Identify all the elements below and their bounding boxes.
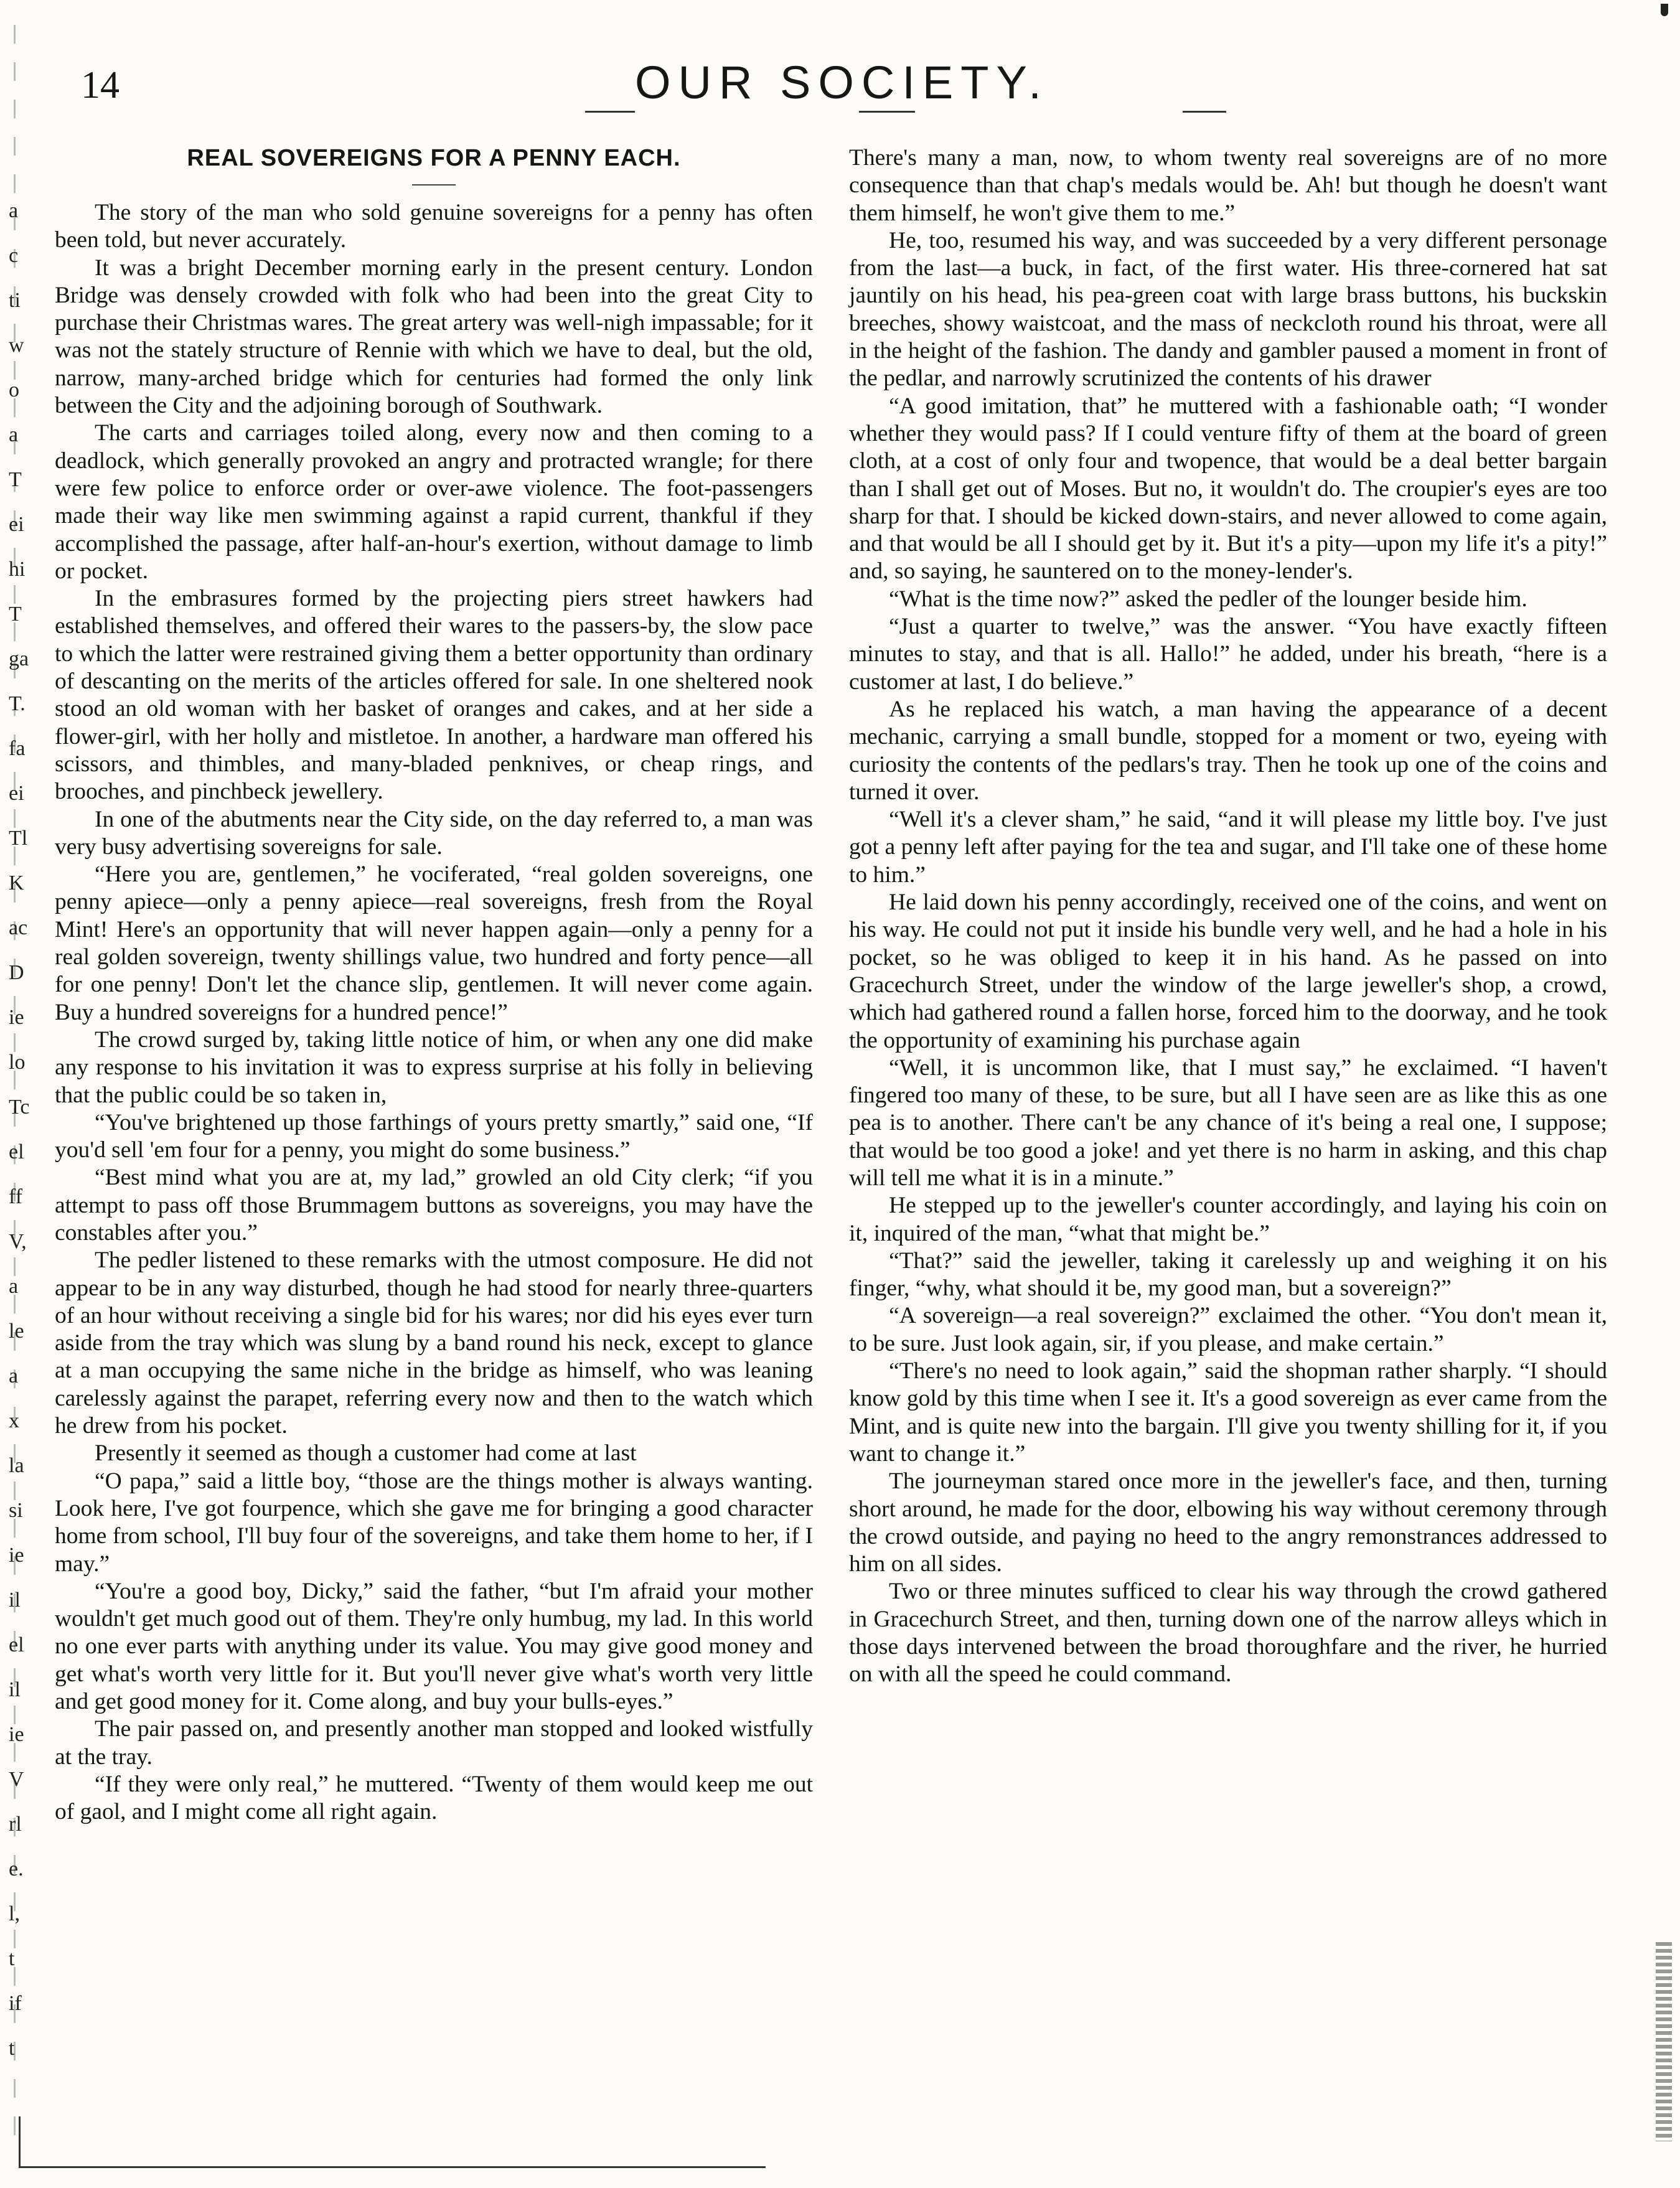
article-title: REAL SOVEREIGNS FOR A PENNY EACH. xyxy=(187,145,681,171)
margin-fragment: ie xyxy=(9,1544,24,1567)
torn-margin-fragments xyxy=(0,0,44,2188)
paragraph: “Here you are, gentlemen,” he vociferated, “real golden sovereigns, one penny apiece—only a penny apiece—real sovereigns, fresh from the Royal Mint! Here's an opportunity that will never happen again—only a penny for a real golden sovereign, twenty shillings value, two hundred and forty pence—all for one penny! Don't let the chance slip, gentlemen. It will never come again. Buy a hundred sovereigns for a hundred pence!” xyxy=(55,862,813,1025)
margin-fragment: T xyxy=(9,603,22,626)
paragraph: In the embrasures formed by the projecting piers street hawkers had established themselves, and offered their wares to the passers-by, the slow pace to which the latter were restrained giving them a better opportunity than ordinary of descanting on the merits of the articles offered for sale. In one sheltered nook stood an old woman with her basket of oranges and cakes, and at her side a flower-girl, with her holly and mistletoe. In another, a hardware man offered his scissors, and thimbles, and many-bladed penknives, or cheap rings, and brooches, and pinchbeck jewellery. xyxy=(55,586,813,805)
margin-fragment: w xyxy=(9,334,24,357)
paragraph: As he replaced his watch, a man having the appearance of a decent mechanic, carrying a small bundle, stopped for a moment or two, eyeing with curiosity the contents of the pedlars's tray. Then he took up one of the coins and turned it over. xyxy=(849,696,1607,805)
paragraph: “You're a good boy, Dicky,” said the father, “but I'm afraid your mother wouldn't get much good out of them. They're only humbug, my lad. In this world no one ever parts with anything under its value. You may give good money and get what's worth very little for it. But you'll never give what's worth very little and get good money for it. Come along, and buy your bulls-eyes.” xyxy=(55,1578,813,1715)
margin-fragment: rl xyxy=(9,1813,22,1836)
margin-fragment: ac xyxy=(9,916,28,939)
margin-fragment: if xyxy=(9,1992,22,2015)
paragraph: “You've brightened up those farthings of yours pretty smartly,” said one, “If you'd sell 'em four for a penny, you might do some business.” xyxy=(55,1109,813,1163)
paragraph: “Just a quarter to twelve,” was the answer. “You have exactly fifteen minutes to stay, and that is all. Hallo!” he added, under his breath, “here is a customer at last, I do believe.” xyxy=(849,614,1607,695)
margin-fragment: le xyxy=(9,1320,24,1343)
header-rule-center xyxy=(859,111,915,113)
margin-fragment: a xyxy=(9,1364,19,1387)
margin-fragment: V, xyxy=(9,1230,27,1253)
margin-fragment: fa xyxy=(9,737,26,760)
margin-fragment: si xyxy=(9,1499,23,1522)
paragraph: The carts and carriages toiled along, every now and then coming to a deadlock, which generally provoked an angry and protracted wrangle; for there were few police to enforce order or over-awe violence. The foot-passengers made their way like men swimming against a rapid current, thankful if they accomplished the passage, after half-an-hour's exertion, without damage to limb or pocket. xyxy=(55,420,813,584)
paragraph: Two or three minutes sufficed to clear his way through the crowd gathered in Gracechurch Street, and then, turning down one of the narrow alleys which in those days intervened between the broad thoroughfare and the river, he hurried on with all the speed he could command. xyxy=(849,1579,1607,1688)
paragraph: “A sovereign—a real sovereign?” exclaimed the other. “You don't mean it, to be sure. Just look again, sir, if you please, and make certain.” xyxy=(849,1303,1607,1356)
paragraph: “Well it's a clever sham,” he said, “and it will please my little boy. I've just got a penny left after paying for the tea and sugar, and I'll take one of these home to him.” xyxy=(849,807,1607,888)
margin-fragment: a xyxy=(9,423,19,446)
header-rule-left xyxy=(585,111,635,113)
title-rule xyxy=(412,184,456,185)
margin-fragment: ei xyxy=(9,782,24,805)
paragraph: “There's no need to look again,” said the shopman rather sharply. “I should know gold by this time when I see it. It's a good sovereign as ever came from the Mint, and is quite new into the bargain. I'll give you twenty shilling for it, if you want to change it.” xyxy=(849,1358,1607,1467)
paragraph: It was a bright December morning early in the present century. London Bridge was densely crowded with folk who had been into the great City to purchase their Christmas wares. The great artery was well-nigh impassable; for it was not the stately structure of Rennie with which we have to deal, but the old, narrow, many-arched bridge which for centuries had formed the only link between the City and the adjoining borough of Southwark. xyxy=(55,255,813,419)
margin-fragment: a xyxy=(9,1275,19,1298)
paragraph: The crowd surged by, taking little notice of him, or when any one did make any response to his invitation it was to express surprise at his folly in believing that the public could be so taken in, xyxy=(55,1026,813,1108)
paragraph: “That?” said the jeweller, taking it carelessly up and weighing it on his finger, “why, what should it be, my good man, but a sovereign?” xyxy=(849,1247,1607,1302)
margin-fragment: D xyxy=(9,961,24,984)
bottom-rule xyxy=(19,2166,766,2168)
margin-fragment: el xyxy=(9,1633,24,1656)
right-column-paragraphs xyxy=(849,144,1607,1689)
margin-fragment: ie xyxy=(9,1006,24,1029)
paragraph: In one of the abutments near the City side, on the day referred to, a man was very busy advertising sovereigns for sale. xyxy=(55,806,813,860)
paragraph: The pair passed on, and presently another man stopped and looked wistfully at the tray. xyxy=(55,1716,813,1770)
margin-fragment: K xyxy=(9,871,24,894)
margin-fragment: t xyxy=(9,1947,15,1970)
paragraph: There's many a man, now, to whom twenty real sovereigns are of no more consequence than that chap's medals would be. Ah! but though he doesn't want them himself, he won't give them to me.” xyxy=(849,145,1607,226)
margin-fragment: el xyxy=(9,1140,24,1163)
margin-fragment: ei xyxy=(9,513,24,536)
paragraph: Presently it seemed as though a customer had come at last xyxy=(95,1440,637,1467)
margin-fragment: il xyxy=(9,1678,21,1701)
paragraph: The pedler listened to these remarks with the utmost composure. He did not appear to be in any way disturbed, though he had stood for nearly three-quarters of an hour without receiving a single bid for his wares; nor did his eyes ever turn aside from the tray which was slung by a band round his neck, except to glance at a man occupying the same niche in the bridge as himself, who was leaning carelessly against the parapet, referring every now and then to the watch which he drew from his pocket. xyxy=(55,1247,813,1439)
margin-fragment: x xyxy=(9,1409,19,1432)
bottom-left-bracket xyxy=(19,2116,21,2167)
corner-ink-mark xyxy=(1661,4,1668,16)
paragraph: The journeyman stared once more in the jeweller's face, and then, turning short around, he made for the door, elbowing his way without ceremony through the crowd outside, and paying no heed to the angry remonstrances addressed to him on all sides. xyxy=(849,1468,1607,1577)
paragraph: The story of the man who sold genuine sovereigns for a penny has often been told, but never accurately. xyxy=(55,200,813,253)
margin-fragment: lo xyxy=(9,1051,26,1074)
page-number: 14 xyxy=(81,64,120,106)
margin-fragment: l, xyxy=(9,1902,20,1925)
paragraph: “Best mind what you are at, my lad,” growled an old City clerk; “if you attempt to pass off those Brummagem buttons as sovereigns, you may have the constables after you.” xyxy=(55,1165,813,1246)
paragraph: He stepped up to the jeweller's counter accordingly, and laying his coin on it, inquired of the man, “what that might be.” xyxy=(849,1193,1607,1246)
margin-fragment: Tl xyxy=(9,827,28,850)
left-column xyxy=(55,144,813,1826)
header-rule-right xyxy=(1183,111,1226,113)
margin-fragment: T. xyxy=(9,692,26,715)
paragraph: “O papa,” said a little boy, “those are the things mother is always wanting. Look here, I've got fourpence, which she gave me for bringing a good character home from school, I'll buy four of the sovereigns, and take them home to her, if I may.” xyxy=(55,1468,813,1577)
margin-fragment: a xyxy=(9,199,19,222)
paragraph: He laid down his penny accordingly, received one of the coins, and went on his way. He could not put it inside his bundle very well, and he had a hole in his pocket, so he was obliged to keep it in his hand. As he passed on into Gracechurch Street, under the window of the large jeweller's shop, a crowd, which had gathered round a fallen horse, forced him to the doorway, and he took the opportunity of examining his purchase again xyxy=(849,890,1607,1053)
paragraph: He, too, resumed his way, and was succeeded by a very different personage from the last—a buck, in fact, of the first water. His three-cornered hat sat jauntily on his head, his pea-green coat with large brass buttons, his buckskin breeches, showy waistcoat, and the mass of neckcloth round his throat, were all in the height of the fashion. The dandy and gambler paused a moment in front of the pedlar, and narrowly scrutinized the contents of his drawer xyxy=(849,227,1607,392)
margin-fragment: la xyxy=(9,1454,24,1477)
margin-fragment: ie xyxy=(9,1723,24,1746)
margin-fragment: e. xyxy=(9,1857,24,1880)
margin-fragment: ff xyxy=(9,1185,23,1208)
running-title: OUR SOCIETY. xyxy=(635,57,1049,108)
margin-fragment: V xyxy=(9,1768,24,1791)
paragraph: “A good imitation, that” he muttered with a fashionable oath; “I wonder whether they would pass? If I could venture fifty of them at the board of green cloth, at a cost of only four and twopence, that would be a deal better bargain than I shall get out of Moses. But no, it wouldn't do. The croupier's eyes are too sharp for that. I should be kicked down-stairs, and never allowed to come again, and that would be all I should get by it. But it's a pity—upon my life it's a pity!” and, so saying, he sauntered on to the money-lender's. xyxy=(849,393,1607,585)
margin-fragment: ti xyxy=(9,289,21,312)
margin-fragment: hi xyxy=(9,558,26,581)
margin-fragment: T xyxy=(9,468,22,491)
margin-fragment: t xyxy=(9,2037,15,2060)
paragraph: “Well, it is uncommon like, that I must say,” he exclaimed. “I haven't fingered too many of these, to be sure, but all I have seen are as like this as one pea is to another. There can't be any chance of it's being a real one, I suppose; that would be too good a joke! and yet there is no harm in asking, and this chap will tell me what it is in a minute.” xyxy=(849,1054,1607,1191)
margin-fragment: il xyxy=(9,1589,21,1612)
left-column-paragraphs xyxy=(55,199,813,1826)
right-edge-damage xyxy=(1656,1942,1672,2141)
paragraph: “If they were only real,” he muttered. “Twenty of them would keep me out of gaol, and I might come all right again. xyxy=(55,1771,813,1825)
margin-fragment: ga xyxy=(9,647,29,670)
right-column xyxy=(849,144,1607,1689)
margin-fragment: o xyxy=(9,378,19,401)
margin-fragment: c xyxy=(9,244,19,267)
margin-fragment: Tc xyxy=(9,1096,30,1119)
paragraph: “What is the time now?” asked the pedler of the lounger beside him. xyxy=(889,586,1527,612)
